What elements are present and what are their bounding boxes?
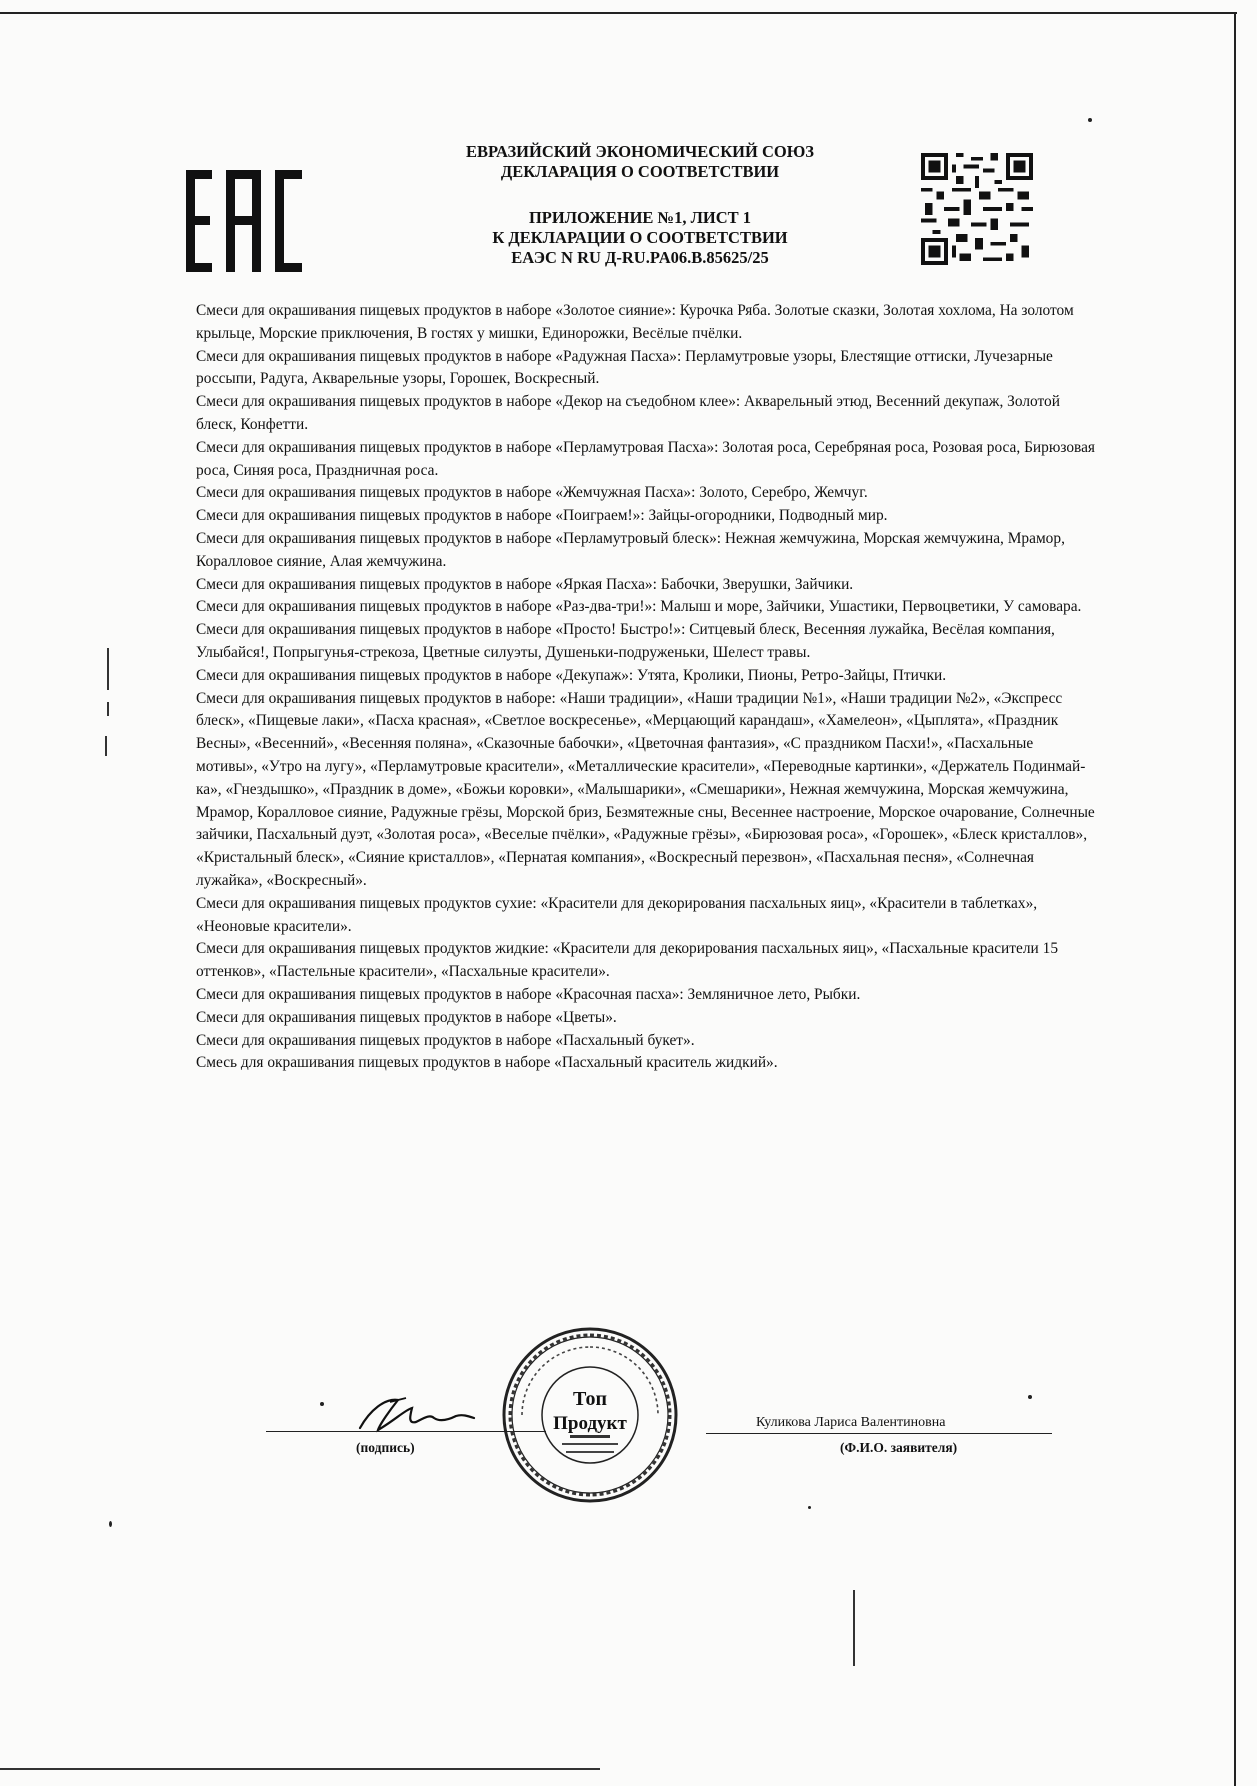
list-item: Смеси для окрашивания пищевых продуктов в наборе «Декор на съедобном клее»: Акварельный этюд, Весенний декупаж, Золотой блеск, Конфетти.: [196, 393, 1060, 433]
scan-mark: [107, 648, 109, 690]
scan-mark: [105, 736, 107, 756]
scan-frame-bottom: [0, 1768, 600, 1770]
list-item: Смеси для окрашивания пищевых продуктов в наборе: «Наши традиции», «Наши традиции №1», «Наши традиции №2», «Экспресс блеск», «Пищевые лаки», «Пасха красная», «Светлое воскресенье», «Мерцающий карандаш», «Хамелеон», «Цыплята», «Праздник Весны», «Весенний», «Весенняя поляна», «Сказочные бабочки», «Цветочная фантазия», «С праздником Пасхи!», «Пасхальные мотивы», «Утро на лугу», «Перламутровые красители», «Металлические красители», «Переводные картинки», «Держатель Подинмай-ка», «Гнездышко», «Праздник в доме», «Божьи коровки», «Малышарики», «Смешарики», Нежная жемчужина, Морская жемчужина, Мрамор, Коралловое сияние, Радужные грёзы, Морской бриз, Безмятежные сны, Весеннее настроение, Морское очарование, Солнечные зайчики, Пасхальный дуэт, «Золотая роса», «Веселые пчёлки», «Радужные грёзы», «Бирюзовая роса», «Горошек», «Блеск кристаллов», «Кристальный блеск», «Сияние кристаллов», «Пернатая компания», «Воскресный перезвон», «Пасхальная песня», «Солнечная лужайка», «Воскресный».: [196, 689, 1095, 889]
list-item: Смесь для окрашивания пищевых продуктов в наборе «Пасхальный краситель жидкий».: [196, 1054, 778, 1072]
signature-caption: (подпись): [356, 1440, 415, 1455]
product-list: [196, 300, 1096, 1075]
list-item: Смеси для окрашивания пищевых продуктов сухие: «Красители для декорирования пасхальных яиц», «Красители в таблетках», «Неоновые красители».: [196, 894, 1038, 935]
list-item: Смеси для окрашивания пищевых продуктов в наборе «Жемчужная Пасха»: Золото, Серебро, Жемчуг.: [196, 484, 868, 502]
list-item: Смеси для окрашивания пищевых продуктов жидкие: «Красители для декорирования пасхальных яиц», «Пасхальные красители 15 оттенков», «Пастельные красители», «Пасхальные красители».: [196, 940, 1059, 981]
eac-logo: [186, 170, 302, 272]
header-line-to-declaration: К ДЕКЛАРАЦИИ О СООТВЕТСТВИИ: [492, 228, 788, 247]
scan-mark: [853, 1590, 855, 1666]
scan-speck: [109, 1521, 112, 1527]
header-line-number: ЕАЭС N RU Д-RU.PA06.B.85625/25: [511, 248, 769, 267]
name-line: [706, 1433, 1052, 1434]
stamp-text-top: Топ: [573, 1388, 607, 1410]
scan-speck: [808, 1506, 811, 1509]
qr-code: [920, 153, 1034, 265]
list-item: Смеси для окрашивания пищевых продуктов в наборе «Радужная Пасха»: Перламутровые узоры, Блестящие оттиски, Лучезарные россыпи, Радуга, Акварельные узоры, Горошек, Воскресный.: [196, 347, 1053, 388]
list-item: Смеси для окрашивания пищевых продуктов в наборе «Красочная пасха»: Земляничное лето, Рыбки.: [196, 985, 861, 1003]
list-item: Смеси для окрашивания пищевых продуктов в наборе «Раз-два-три!»: Малыш и море, Зайчики, Ушастики, Первоцветики, У самовара.: [196, 598, 1082, 616]
applicant-name: Куликова Лариса Валентиновна: [756, 1415, 946, 1430]
header-line-declaration: ДЕКЛАРАЦИЯ О СООТВЕТСТВИИ: [500, 162, 780, 181]
list-item: Смеси для окрашивания пищевых продуктов в наборе «Золотое сияние»: Курочка Ряба. Золотые сказки, Золотая хохлома, На золотом крыльце, Морские приключения, В гостях у мишки, Единорожки, Весёлые пчёлки.: [196, 302, 1074, 342]
scan-speck: [320, 1402, 324, 1406]
scan-frame-top: [0, 12, 1237, 14]
scan-frame-right: [1234, 12, 1236, 1786]
stamp-text-bottom: Продукт: [553, 1413, 627, 1434]
list-item: Смеси для окрашивания пищевых продуктов в наборе «Декупаж»: Утята, Кролики, Пионы, Ретро-Зайцы, Птички.: [196, 666, 947, 684]
scan-speck: [1088, 118, 1092, 122]
header-line-union: ЕВРАЗИЙСКИЙ ЭКОНОМИЧЕСКИЙ СОЮЗ: [465, 142, 814, 161]
scan-speck: [1028, 1395, 1032, 1399]
header-line-appendix: ПРИЛОЖЕНИЕ №1, ЛИСТ 1: [528, 208, 752, 227]
document-header: [380, 142, 900, 268]
list-item: Смеси для окрашивания пищевых продуктов в наборе «Просто! Быстро!»: Ситцевый блеск, Весенняя лужайка, Весёлая компания, Улыбайся!, Попрыгунья-стрекоза, Цветные силуэты, Душеньки-подруженьки, Шелест травы.: [196, 621, 1055, 661]
list-item: Смеси для окрашивания пищевых продуктов в наборе «Цветы».: [196, 1008, 617, 1026]
list-item: Смеси для окрашивания пищевых продуктов в наборе «Перламутровый блеск»: Нежная жемчужина, Морская жемчужина, Мрамор, Коралловое сияние, Алая жемчужина.: [196, 529, 1065, 570]
list-item: Смеси для окрашивания пищевых продуктов в наборе «Поиграем!»: Зайцы-огородники, Подводный мир.: [196, 507, 888, 525]
list-item: Смеси для окрашивания пищевых продуктов в наборе «Яркая Пасха»: Бабочки, Зверушки, Зайчики.: [196, 575, 854, 593]
list-item: Смеси для окрашивания пищевых продуктов в наборе «Пасхальный букет».: [196, 1031, 695, 1049]
scan-mark: [107, 702, 109, 716]
company-stamp: [500, 1325, 680, 1505]
applicant-name-caption: (Ф.И.О. заявителя): [840, 1440, 958, 1455]
list-item: Смеси для окрашивания пищевых продуктов в наборе «Перламутровая Пасха»: Золотая роса, Серебряная роса, Розовая роса, Бирюзовая роса, Синяя роса, Праздничная роса.: [196, 438, 1095, 479]
